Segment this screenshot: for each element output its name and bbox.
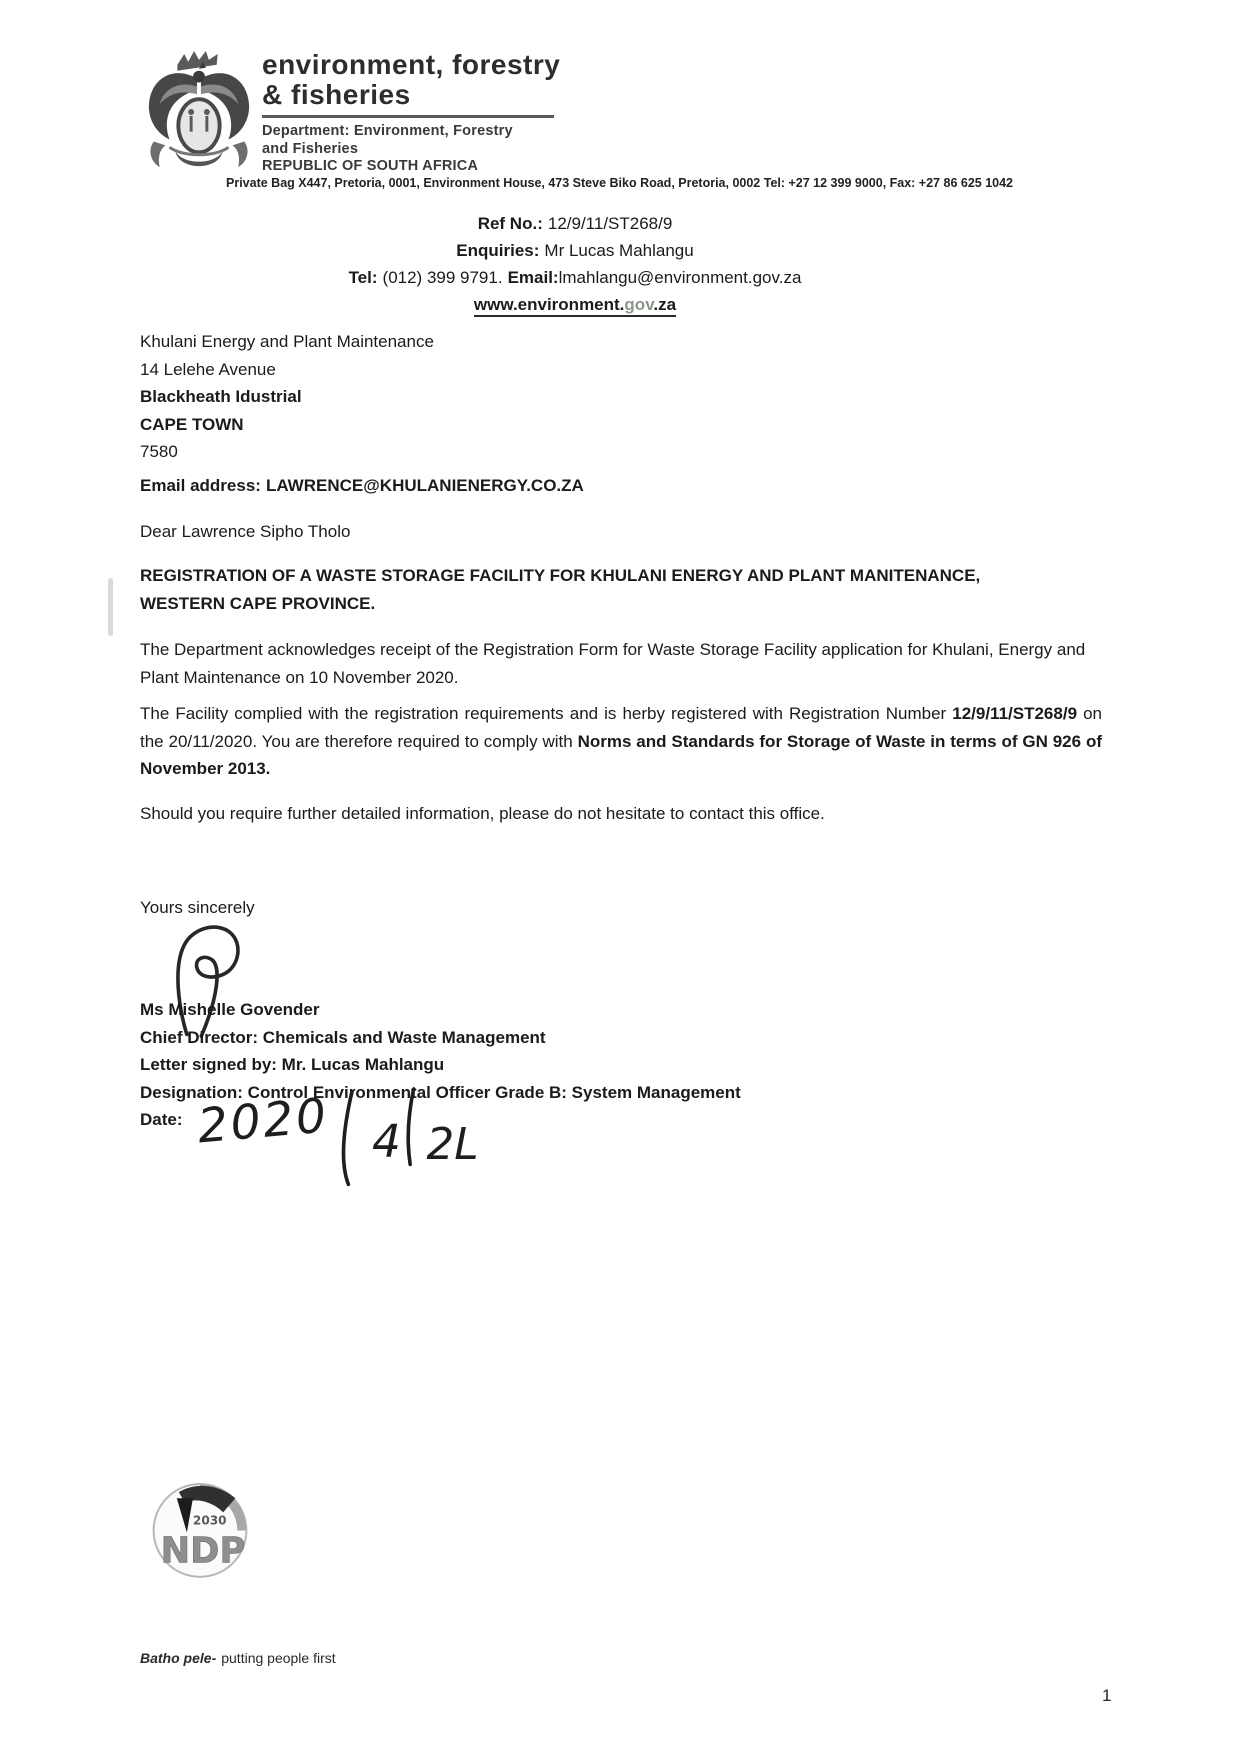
subject-line1: REGISTRATION OF A WASTE STORAGE FACILITY FOR KHULANI ENERGY AND PLANT MANITENANCE, [140,566,981,585]
handwritten-year: 2020 [195,1088,332,1155]
para2-norms-standards: Norms and Standards for Storage of Waste in terms of GN 926 of November 2013. [140,731,1102,778]
email-label: Email: [507,268,559,287]
letter-signed-by: Letter signed by: Mr. Lucas Mahlangu [140,1055,445,1075]
brand-title-line2: & fisheries [262,79,411,110]
handwritten-month: 4 [372,1115,401,1169]
salutation: Dear Lawrence Sipho Tholo [140,522,351,541]
motto-rest: putting people first [221,1650,336,1666]
enquiries-line [0,237,1150,264]
recipient-name: Khulani Energy and Plant Maintenance [140,332,434,351]
motto-bold: Batho pele- [140,1650,217,1666]
dept-line3: REPUBLIC OF SOUTH AFRICA [262,158,479,174]
valediction: Yours sincerely [140,898,255,917]
subject-line2: WESTERN CAPE PROVINCE. [140,593,376,613]
para2-text2: on the 20/11/2020. You are therefore required to comply with [140,704,1102,751]
paragraph-contact: Should you require further detailed information, please do not hesitate to contact this office. [140,804,825,823]
tel-value: (012) 399 9791. [382,268,503,287]
signatory-name: Ms Mishelle Govender [140,1000,320,1019]
header-brand-block [262,50,560,176]
ref-no-label: Ref No.: [477,214,543,233]
recipient-address-block [140,328,434,466]
recipient-email-line [140,472,584,500]
para2-text1: The Facility complied with the registration requirements and is herby registered with Registration Number [140,704,953,723]
email-address-label: Email address: [140,476,261,495]
handwritten-day: 2L [426,1119,479,1170]
paragraph-acknowledgement: The Department acknowledges receipt of the Registration Form for Waste Storage Facility application for Khulani, Energy and Plant Maintenance on 10 November 2020. [140,640,1086,687]
department-address-line: Private Bag X447, Pretoria, 0001, Environment House, 473 Steve Biko Road, Pretoria, 0002 Tel: +27 12 399 9000, Fax: +27 86 625 1042 [226,176,1013,190]
batho-pele-motto [140,1650,336,1666]
date-label: Date: [140,1110,183,1130]
designation: Designation: Control Environmental Officer Grade B: System Management [140,1082,741,1102]
paragraph-registration [140,700,1102,783]
website-post: .za [653,295,677,314]
coat-of-arms-icon [140,46,258,178]
handwritten-slash-1 [344,1092,352,1185]
tel-label: Tel: [348,268,378,287]
website-mid: gov [624,295,654,314]
ndp-2030-icon [146,1476,258,1592]
website-pre: www.environment. [473,295,625,314]
signatory-title: Chief Director: Chemicals and Waste Management [140,1027,546,1047]
enquiries-label: Enquiries: [456,241,540,260]
ref-no-line [0,210,1150,237]
ndp-text: NDP [160,1530,246,1572]
recipient-postcode: 7580 [140,442,178,461]
tel-email-line [0,264,1150,291]
handwritten-slash-2 [408,1088,414,1164]
ndp-year-text: 2030 [192,1513,227,1528]
ref-no-value: 12/9/11/ST268/9 [547,214,673,233]
reference-block [0,210,1150,318]
para2-registration-number: 12/9/11/ST268/9 [952,704,1078,723]
recipient-suburb: Blackheath Idustrial [140,387,302,406]
enquiries-value: Mr Lucas Mahlangu [544,241,694,260]
dept-line2: and Fisheries [262,140,359,157]
scan-artifact-mark [108,578,113,636]
email-address-value: LAWRENCE@KHULANIENERGY.CO.ZA [265,476,584,495]
email-value: lmahlangu@environment.gov.za [558,268,802,287]
website-link [474,295,676,317]
recipient-city: CAPE TOWN [140,414,244,434]
handwritten-date [192,1088,492,1193]
subject-heading [140,562,1120,617]
page-number: 1 [1102,1686,1112,1705]
dept-line1: Department: Environment, Forestry [262,123,513,139]
ndp-2030-logo [146,1476,258,1597]
website-line [0,291,1150,318]
recipient-street: 14 Lelehe Avenue [140,359,276,379]
brand-title-line1: environment, forestry [262,49,561,80]
coat-of-arms-logo [140,46,258,183]
header-divider [262,115,554,118]
